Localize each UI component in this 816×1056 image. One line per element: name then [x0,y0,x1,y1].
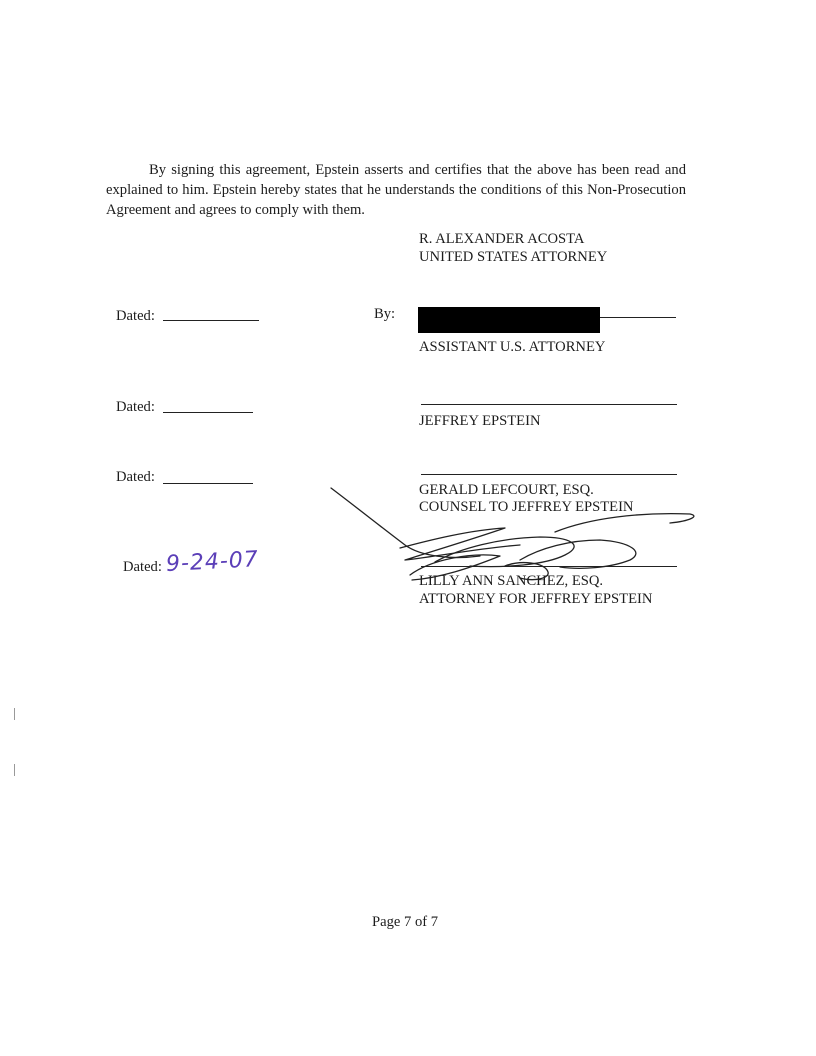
redaction-bar [418,307,600,333]
assistant-signature-line [600,317,676,318]
by-label: By: [374,306,396,322]
lefcourt-signature-line [421,474,677,475]
lefcourt-name: GERALD LEFCOURT, ESQ. [419,482,594,498]
epstein-signature-line [421,404,677,405]
dated-label-3: Dated: [116,469,155,485]
certification-paragraph: By signing this agreement, Epstein asserts and certifies that the above has been read and explained to him. Epstein hereby states that he understands the conditions of this Non-Prosecution Agreement and agrees to comply with them. [106,162,686,218]
dated-line-3 [163,483,253,484]
scan-mark [14,708,15,720]
us-attorney-title: UNITED STATES ATTORNEY [419,249,608,265]
assistant-title: ASSISTANT U.S. ATTORNEY [419,339,606,355]
scan-mark [14,764,15,776]
sanchez-name: LILLY ANN SANCHEZ, ESQ. [419,573,604,589]
dated-line-2 [163,412,253,413]
dated-label-4: Dated: [123,559,162,575]
dated-label-1: Dated: [116,308,155,324]
dated-label-2: Dated: [116,399,155,415]
epstein-name: JEFFREY EPSTEIN [419,413,541,429]
page-footer: Page 7 of 7 [372,914,439,930]
lefcourt-title: COUNSEL TO JEFFREY EPSTEIN [419,499,634,515]
sanchez-title: ATTORNEY FOR JEFFREY EPSTEIN [419,591,653,607]
dated-line-1 [163,320,259,321]
handwritten-date: 9-24-07 [165,547,260,577]
us-attorney-name: R. ALEXANDER ACOSTA [419,231,585,247]
sanchez-signature-line [421,566,677,567]
